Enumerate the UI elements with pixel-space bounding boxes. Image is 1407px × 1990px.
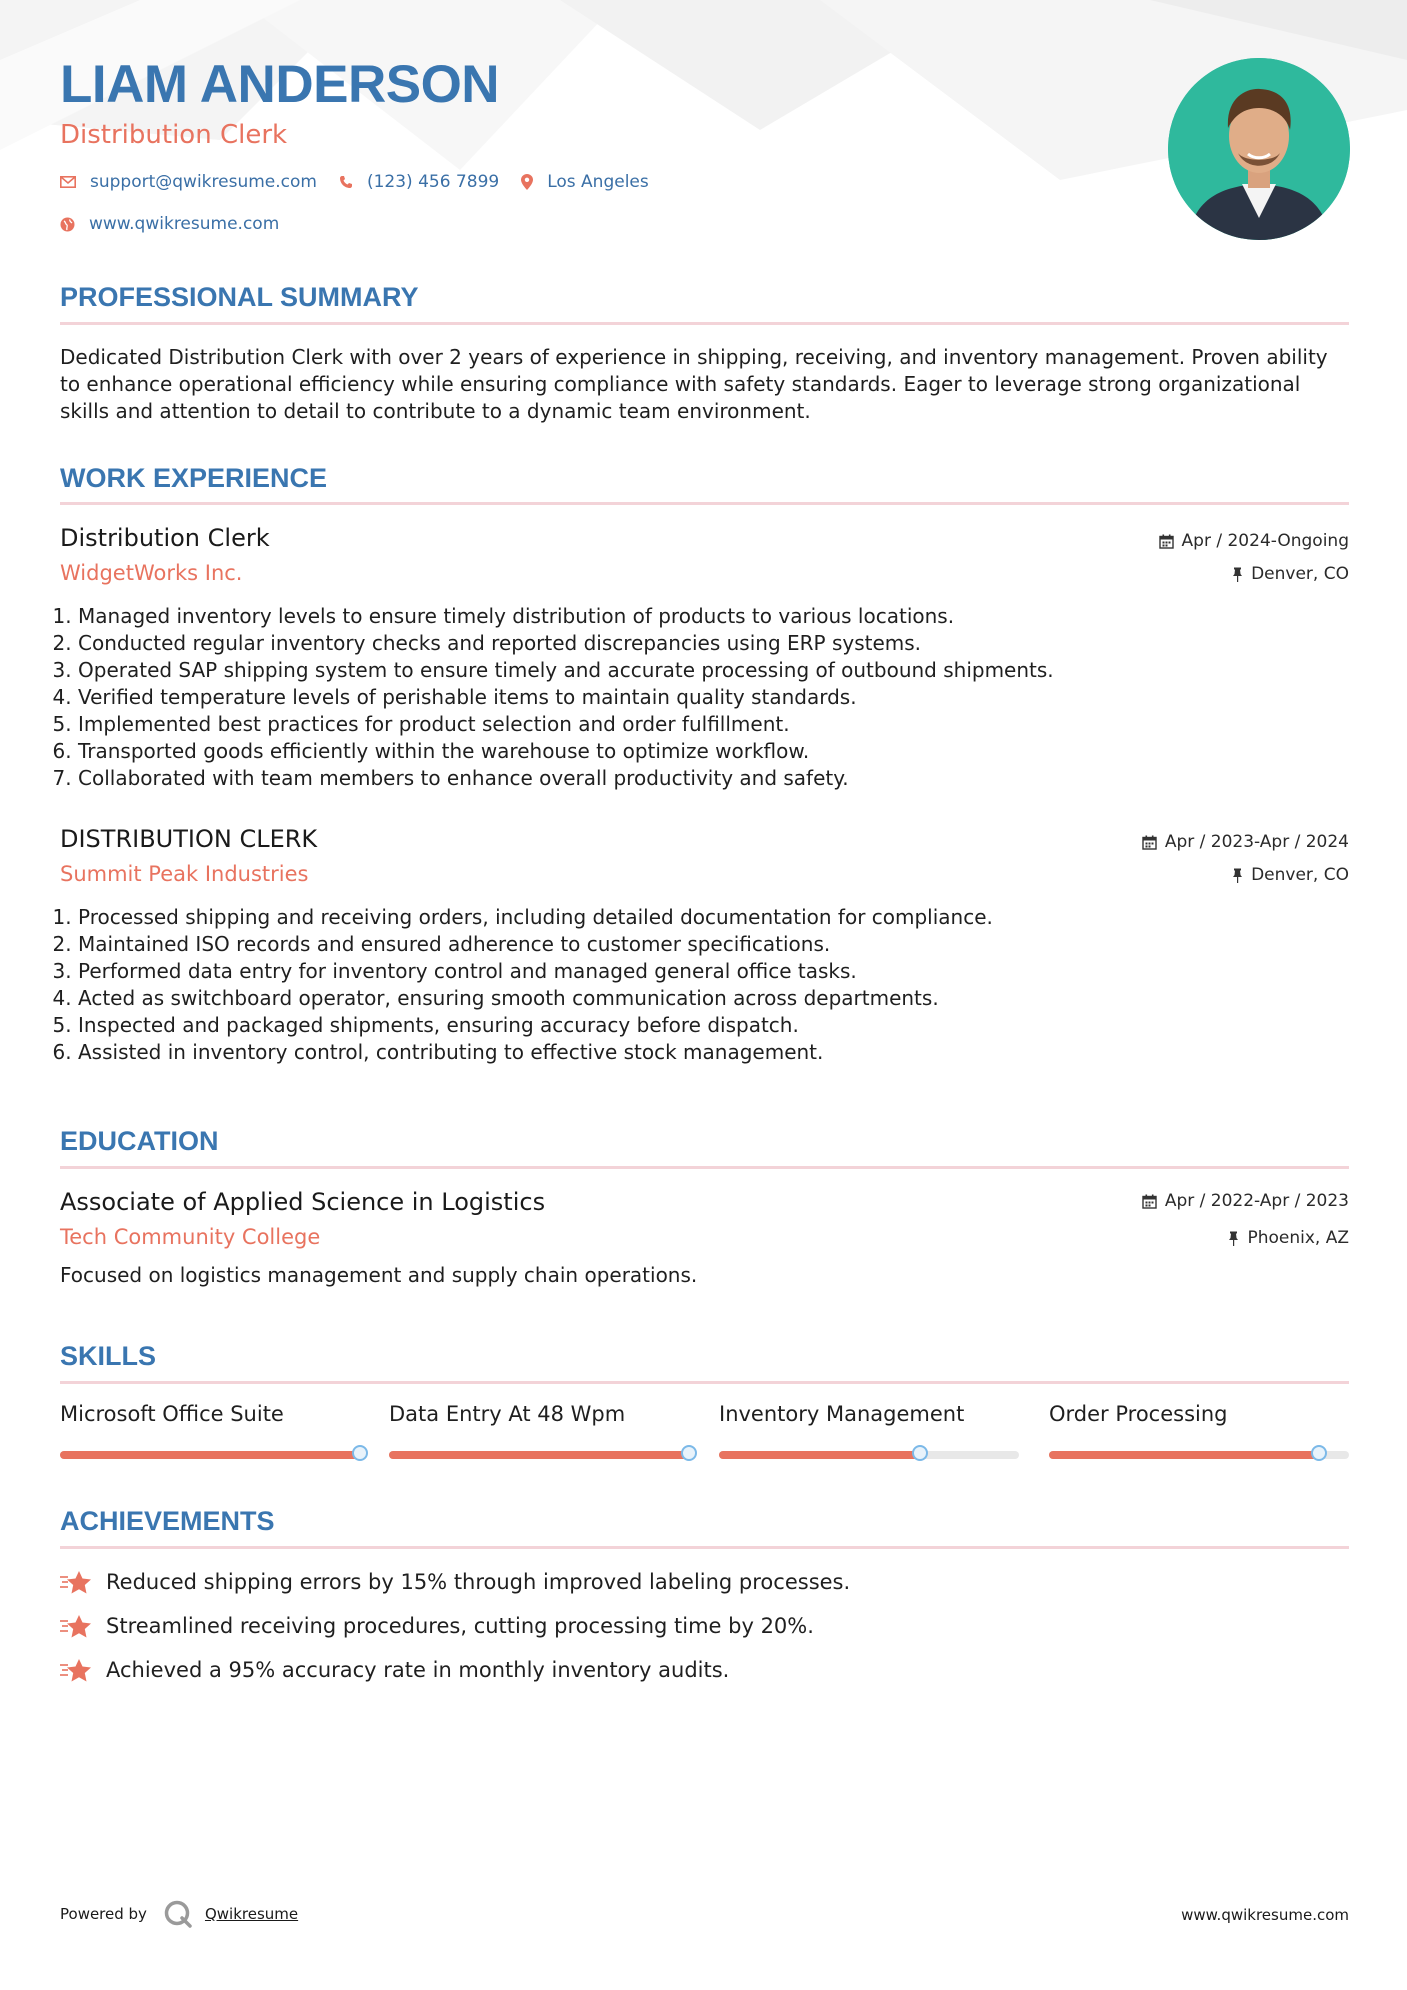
education-dates [1142, 1191, 1349, 1211]
job-responsibilities [60, 904, 1358, 1066]
achievements-heading: ACHIEVEMENTS [60, 1506, 275, 1536]
list-item: 3. Performed data entry for inventory control and managed general office tasks. [78, 958, 1358, 985]
globe-icon [60, 217, 75, 232]
job-location-text: Denver, CO [1251, 564, 1349, 584]
skill-bar-fill [60, 1451, 360, 1459]
education-location [1228, 1228, 1349, 1248]
list-item: 5. Inspected and packaged shipments, ensuring accuracy before dispatch. [78, 1012, 1358, 1039]
pushpin-icon [1232, 567, 1243, 582]
phone-item[interactable] [339, 172, 499, 192]
calendar-icon [1142, 1194, 1157, 1209]
email-item[interactable] [60, 172, 317, 192]
skill-name: Order Processing [1049, 1402, 1228, 1426]
list-item: 6. Assisted in inventory control, contributing to effective stock management. [78, 1039, 1358, 1066]
website-row [60, 214, 301, 234]
job-dates-text: Apr / 2023-Apr / 2024 [1164, 832, 1349, 852]
achievement-text: Achieved a 95% accuracy rate in monthly inventory audits. [106, 1658, 730, 1682]
website-text: www.qwikresume.com [89, 214, 280, 234]
email-text: support@qwikresume.com [90, 172, 317, 192]
website-item[interactable] [60, 214, 279, 234]
skill-name: Data Entry At 48 Wpm [389, 1402, 626, 1426]
skill-bar-knob [352, 1445, 368, 1461]
achievement-item [60, 1569, 850, 1595]
list-item: 4. Acted as switchboard operator, ensuring smooth communication across departments. [78, 985, 1358, 1012]
education-divider [60, 1166, 1349, 1169]
skill-bar-knob [1311, 1445, 1327, 1461]
list-item: 1. Managed inventory levels to ensure timely distribution of products to various locations. [78, 603, 1358, 630]
skill-bar-knob [681, 1445, 697, 1461]
star-icon [60, 1569, 92, 1595]
school-name: Tech Community College [60, 1225, 321, 1249]
skill-bar [719, 1451, 1019, 1459]
candidate-name: LIAM ANDERSON [60, 55, 500, 114]
list-item: 6. Transported goods efficiently within the warehouse to optimize workflow. [78, 738, 1358, 765]
profile-photo [1168, 58, 1350, 240]
experience-divider [60, 502, 1349, 505]
list-item: 5. Implemented best practices for product selection and order fulfillment. [78, 711, 1358, 738]
profile-portrait-icon [1168, 58, 1350, 240]
footer-powered-by [60, 1899, 298, 1929]
list-item: 1. Processed shipping and receiving orders, including detailed documentation for compliance. [78, 904, 1358, 931]
skills-divider [60, 1381, 1349, 1384]
candidate-role: Distribution Clerk [60, 120, 288, 150]
skill-bar [1049, 1451, 1349, 1459]
footer-website[interactable]: www.qwikresume.com [1181, 1906, 1349, 1924]
summary-divider [60, 322, 1349, 325]
skill-bar-knob [912, 1445, 928, 1461]
summary-heading: PROFESSIONAL SUMMARY [60, 282, 419, 312]
skill-item [60, 1402, 360, 1427]
achievement-text: Reduced shipping errors by 15% through improved labeling processes. [106, 1570, 851, 1594]
qwikresume-logo-icon [163, 1899, 193, 1929]
skill-bar-fill [1049, 1451, 1319, 1459]
list-item: 7. Collaborated with team members to enhance overall productivity and safety. [78, 765, 1358, 792]
skill-item [389, 1402, 689, 1427]
job-location-text: Denver, CO [1251, 865, 1349, 885]
skill-item [1049, 1402, 1349, 1427]
pushpin-icon [1232, 868, 1243, 883]
location-item [521, 172, 649, 192]
skill-bar [389, 1451, 689, 1459]
skills-heading: SKILLS [60, 1341, 157, 1371]
job-responsibilities [60, 603, 1358, 792]
powered-by-label: Powered by [60, 1905, 147, 1923]
skill-item [719, 1402, 1019, 1427]
skill-bar-fill [719, 1451, 920, 1459]
achievement-item [60, 1657, 729, 1683]
education-dates-text: Apr / 2022-Apr / 2023 [1164, 1191, 1349, 1211]
phone-text: (123) 456 7899 [366, 172, 500, 192]
pushpin-icon [1228, 1231, 1239, 1246]
summary-text: Dedicated Distribution Clerk with over 2 years of experience in shipping, receiving, and inventory management. Proven ability to enhance operational efficiency while ensuring compliance with safety standards. Eager to leverage strong organizational skills and attention to detail to contribute to a dynamic team environment. [60, 345, 1328, 423]
achievement-text: Streamlined receiving procedures, cutting processing time by 20%. [106, 1614, 814, 1638]
star-icon [60, 1613, 92, 1639]
phone-icon [339, 175, 353, 189]
achievement-item [60, 1613, 814, 1639]
achievements-divider [60, 1546, 1349, 1549]
experience-heading: WORK EXPERIENCE [60, 463, 328, 493]
skill-name: Microsoft Office Suite [60, 1402, 284, 1426]
job-company: Summit Peak Industries [60, 862, 309, 886]
education-location-text: Phoenix, AZ [1247, 1228, 1349, 1248]
job-location [1232, 564, 1349, 584]
job-dates [1142, 832, 1349, 852]
education-description: Focused on logistics management and supply chain operations. [60, 1263, 698, 1287]
job-title: Distribution Clerk [60, 524, 270, 552]
calendar-icon [1142, 835, 1157, 850]
contact-row [60, 172, 671, 192]
envelope-icon [60, 176, 76, 188]
map-pin-icon [521, 174, 533, 190]
qwikresume-link[interactable]: Qwikresume [204, 1905, 299, 1923]
list-item: 2. Maintained ISO records and ensured adherence to customer specifications. [78, 931, 1358, 958]
job-title: DISTRIBUTION CLERK [60, 825, 318, 853]
job-company: WidgetWorks Inc. [60, 561, 243, 585]
list-item: 3. Operated SAP shipping system to ensure timely and accurate processing of outbound shipments. [78, 657, 1358, 684]
skill-name: Inventory Management [719, 1402, 965, 1426]
skill-bar [60, 1451, 360, 1459]
skill-bar-fill [389, 1451, 689, 1459]
job-dates [1159, 531, 1349, 551]
job-location [1232, 865, 1349, 885]
job-dates-text: Apr / 2024-Ongoing [1181, 531, 1349, 551]
list-item: 2. Conducted regular inventory checks and reported discrepancies using ERP systems. [78, 630, 1358, 657]
degree-title: Associate of Applied Science in Logistics [60, 1188, 546, 1216]
calendar-icon [1159, 534, 1174, 549]
location-text: Los Angeles [547, 172, 649, 192]
education-heading: EDUCATION [60, 1126, 219, 1156]
star-icon [60, 1657, 92, 1683]
list-item: 4. Verified temperature levels of perishable items to maintain quality standards. [78, 684, 1358, 711]
